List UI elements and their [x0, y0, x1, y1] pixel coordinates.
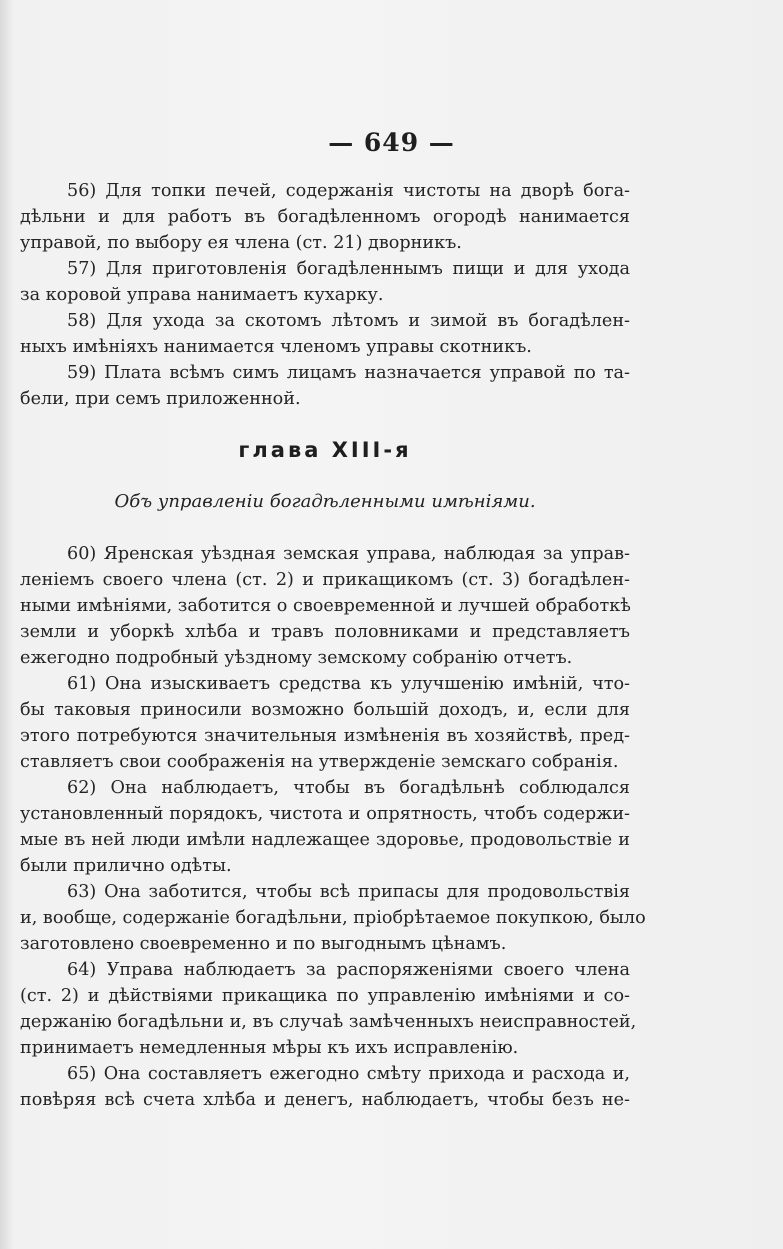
text-line: 64) Управа наблюдаетъ за распоряженіями своего члена	[67, 960, 630, 980]
section-articles-60-65	[20, 541, 646, 1113]
text-line: земли и уборкѣ хлѣба и травъ половниками и представляетъ	[20, 622, 630, 642]
text-line: за коровой управа нанимаетъ кухарку.	[20, 285, 384, 305]
text-line: (ст. 2) и дѣйствіями прикащика по управленію имѣніями и со-	[20, 986, 630, 1006]
text-line: управой, по выбору ея члена (ст. 21) дворникъ.	[20, 233, 462, 253]
text-line: и, вообще, содержаніе богадѣльни, пріобрѣтаемое покупкою, было	[20, 908, 646, 928]
text-line: повѣряя всѣ счета хлѣба и денегъ, наблюдаетъ, чтобы безъ не-	[20, 1090, 630, 1110]
text-line: 63) Она заботится, чтобы всѣ припасы для продовольствія	[67, 882, 630, 902]
text-line: 60) Яренская уѣздная земская управа, наблюдая за управ-	[67, 544, 630, 564]
text-line: ставляетъ свои соображенія на утвержденіе земскаго собранія.	[20, 752, 619, 772]
text-line: 62) Она наблюдаетъ, чтобы въ богадѣльнѣ соблюдался	[67, 778, 630, 798]
text-line: бели, при семъ приложенной.	[20, 389, 301, 409]
chapter-title: глава XIII-я	[238, 438, 412, 462]
text-line: ежегодно подробный уѣздному земскому собранію отчетъ.	[20, 648, 573, 668]
section-articles-56-59	[20, 178, 630, 412]
text-line: установленный порядокъ, чистота и опрятность, чтобъ содержи-	[20, 804, 630, 824]
text-line: дѣльни и для работъ въ богадѣленномъ огородѣ нанимается	[20, 207, 630, 227]
text-line: 57) Для приготовленія богадѣленнымъ пищи и для ухода	[67, 259, 630, 279]
text-line: 59) Плата всѣмъ симъ лицамъ назначается управой по та-	[67, 363, 630, 383]
text-line: держанію богадѣльни и, въ случаѣ замѣченныхъ неисправностей,	[20, 1012, 637, 1032]
text-line: ными имѣніями, заботится о своевременной и лучшей обработкѣ	[20, 596, 631, 616]
text-line: леніемъ своего члена (ст. 2) и прикащикомъ (ст. 3) богадѣлен-	[20, 570, 630, 590]
text-line: ныхъ имѣніяхъ нанимается членомъ управы скотникъ.	[20, 337, 532, 357]
text-line: 65) Она составляетъ ежегодно смѣту прихода и расхода и,	[67, 1064, 630, 1084]
text-line: этого потребуются значительныя измѣненія въ хозяйствѣ, пред-	[20, 726, 630, 746]
text-line: 61) Она изыскиваетъ средства къ улучшенію имѣній, что-	[67, 674, 630, 694]
text-line: бы таковыя приносили возможно большій доходъ, и, если для	[20, 700, 630, 720]
text-line: принимаетъ немедленныя мѣры къ ихъ исправленію.	[20, 1038, 519, 1058]
chapter-subtitle: Объ управленіи богадѣленными имѣніями.	[114, 491, 536, 512]
text-line: были прилично одѣты.	[20, 856, 232, 876]
page-number: — 649 —	[328, 128, 455, 157]
text-line: заготовлено своевременно и по выгоднымъ цѣнамъ.	[20, 934, 507, 954]
text-line: 58) Для ухода за скотомъ лѣтомъ и зимой въ богадѣлен-	[67, 311, 630, 331]
text-line: мые въ ней люди имѣли надлежащее здоровье, продовольствіе и	[20, 830, 630, 850]
text-line: 56) Для топки печей, содержанія чистоты на дворѣ бога-	[67, 181, 630, 201]
